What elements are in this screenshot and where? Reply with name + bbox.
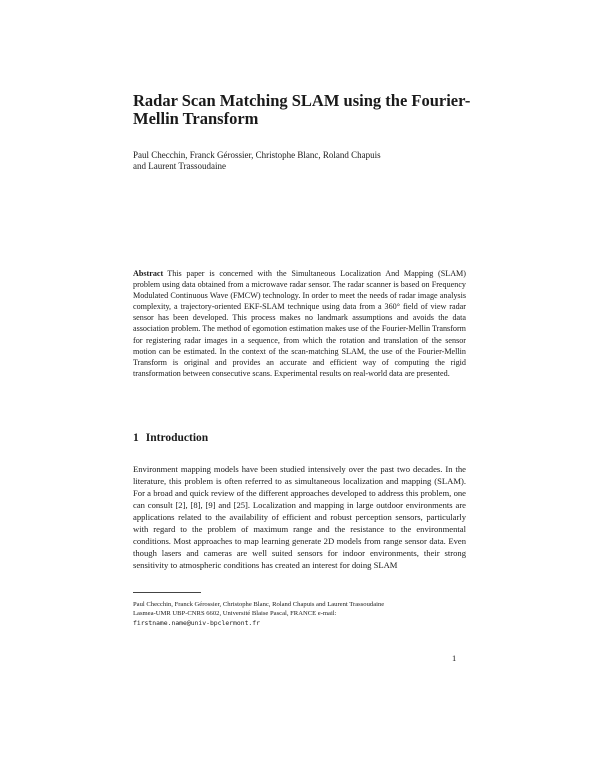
abstract — [133, 268, 466, 379]
abstract-label: Abstract — [133, 269, 164, 278]
authors-line-1: Paul Checchin, Franck Gérossier, Christophe Blanc, Roland Chapuis — [133, 150, 381, 160]
section-heading — [133, 431, 473, 445]
author-list — [133, 150, 473, 172]
page-number: 1 — [452, 653, 457, 663]
abstract-text: This paper is concerned with the Simultaneous Localization And Mapping (SLAM) problem using data obtained from a microwave radar sensor. The radar scanner is based on Frequency Modulated Continuous Wave (FMCW) technology. In order to meet the needs of radar image analysis complexity, a trajectory-oriented EKF-SLAM technique using data from a 360° field of view radar sensor has been developed. This process makes no landmark assumptions and avoids the data association problem. The method of egomotion estimation makes use of the Fourier-Mellin Transform for registering radar images in a sequence, from which the rotation and translation of the sensor motion can be estimated. In the context of the scan-matching SLAM, the use of the Fourier-Mellin Transform is original and provides an accurate and efficient way of computing the rigid transformation between consecutive scans. Experimental results on real-world data are presented. — [133, 269, 466, 378]
footnote-authors: Paul Checchin, Franck Gérossier, Christophe Blanc, Roland Chapuis and Laurent Trassoudaine — [133, 601, 385, 608]
section-number: 1 — [133, 432, 139, 444]
footnote-email: firstname.name@univ-bpclermont.fr — [133, 618, 260, 627]
footnote — [133, 600, 466, 628]
footnote-divider — [133, 592, 201, 593]
footnote-affiliation-line — [133, 609, 466, 628]
section-title: Introduction — [145, 432, 209, 444]
footnote-affiliation: Lasmea-UMR UBP-CNRS 6602, Université Blaise Pascal, FRANCE e-mail: — [133, 610, 337, 618]
intro-paragraph: Environment mapping models have been studied intensively over the past two decades. In the literature, this problem is often referred to as simultaneous localization and mapping (SLAM). For a broad and quick review of the different approaches developed to address this problem, one can consult [2], [8], [9] and [25]. Localization and mapping in large outdoor environments are applications related to the availability of efficient and robust perception sensors, particularly with regard to the problem of maximum range and the resistance to the environmental conditions. Most approaches to map learning generate 2D models from range sensor data. Even though lasers and cameras are well suited sensors for indoor environments, their strong sensitivity to atmospheric conditions has created an interest for doing SLAM — [133, 464, 466, 570]
authors-line-2: and Laurent Trassoudaine — [133, 161, 226, 171]
paper-title: Radar Scan Matching SLAM using the Fourier-Mellin Transform — [133, 91, 471, 128]
